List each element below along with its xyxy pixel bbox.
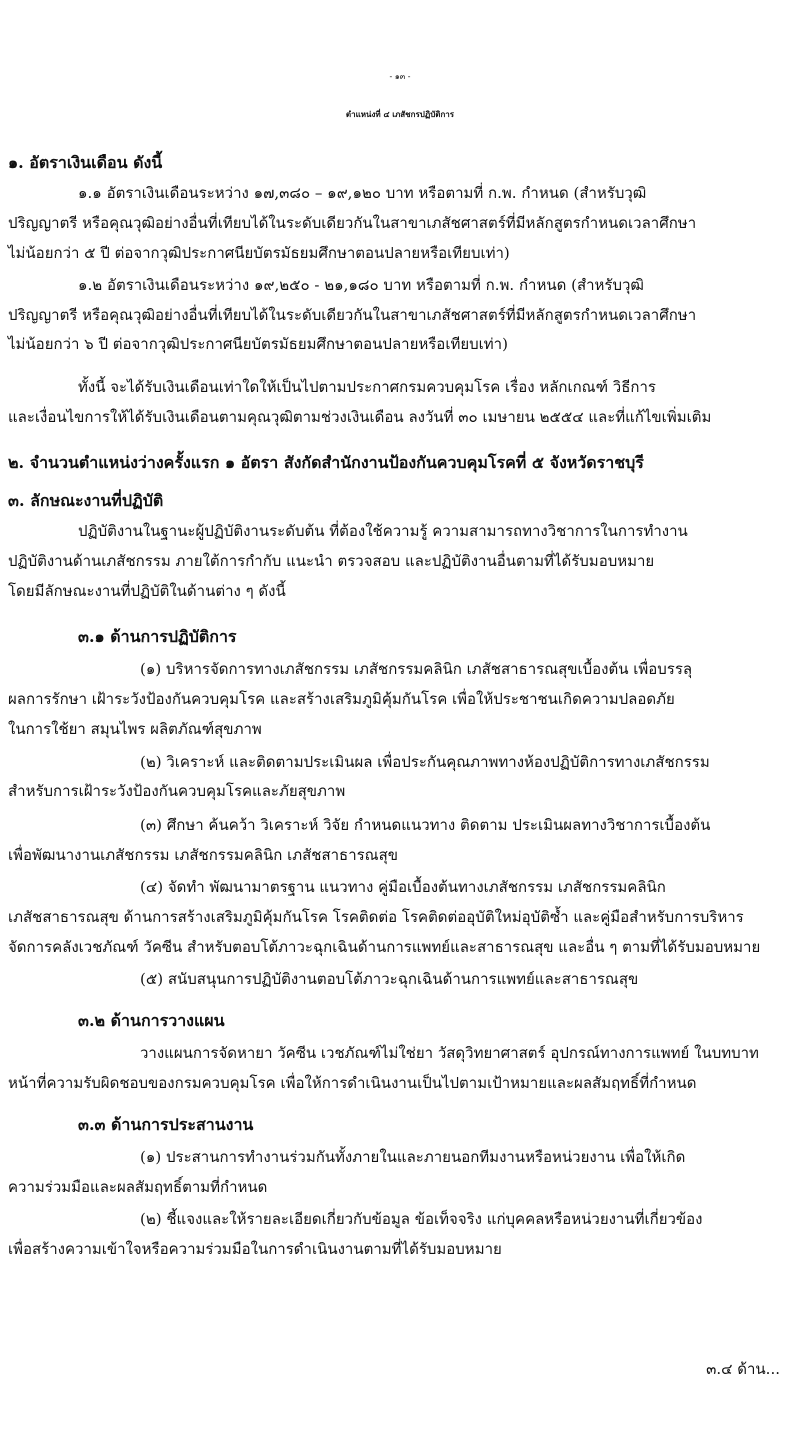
section-1-1-line: ปริญญาตรี หรือคุณวุฒิอย่างอื่นที่เทียบได้ในระดับเดียวกันในสาขาเภสัชศาสตร์ที่มีหลักสูตรกำหนดเวลาศึกษา (8, 214, 697, 232)
section-3-1-p3-line: (๓) ศึกษา ค้นคว้า วิเคราะห์ วิจัย กำหนดแนวทาง ติดตาม ประเมินผลทางวิชาการเบื้องต้น (140, 816, 711, 834)
section-3-1-p1-line: ในการใช้ยา สมุนไพร ผลิตภัณฑ์สุขภาพ (8, 720, 262, 738)
section-3-heading: ๓. ลักษณะงานที่ปฏิบัติ (8, 491, 164, 510)
section-1-note-line: และเงื่อนไขการให้ได้รับเงินเดือนตามคุณวุฒิตามช่วงเงินเดือน ลงวันที่ ๓๐ เมษายน ๒๕๕๔ และที่แก้ไขเพิ่มเติม (8, 408, 712, 426)
section-3-1-p1-line: ผลการรักษา เฝ้าระวังป้องกันควบคุมโรค และสร้างเสริมภูมิคุ้มกันโรค เพื่อให้ประชาชนเกิดความปลอดภัย (8, 690, 675, 708)
section-1-heading: ๑. อัตราเงินเดือน ดังนี้ (8, 153, 163, 172)
section-3-1-p5-line: (๕) สนับสนุนการปฏิบัติงานตอบโต้ภาวะฉุกเฉินด้านการแพทย์และสาธารณสุข (140, 970, 639, 988)
section-3-3-p1-line: (๑) ประสานการทำงานร่วมกันทั้งภายในและภายนอกทีมงานหรือหน่วยงาน เพื่อให้เกิด (140, 1148, 686, 1166)
section-3-intro-line: โดยมีลักษณะงานที่ปฏิบัติในด้านต่าง ๆ ดังนี้ (8, 582, 286, 600)
page-number: - ๑๓ - (389, 72, 411, 81)
section-3-1-p3-line: เพื่อพัฒนางานเภสัชกรรม เภสัชกรรมคลินิก เภสัชสาธารณสุข (8, 846, 398, 864)
section-1-2-line: ๑.๒ อัตราเงินเดือนระหว่าง ๑๙,๒๕๐ - ๒๑,๑๘๐ บาท หรือตามที่ ก.พ. กำหนด (สำหรับวุฒิ (78, 276, 644, 294)
section-3-1-p4-line: จัดการคลังเวชภัณฑ์ วัคซีน สำหรับตอบโต้ภาวะฉุกเฉินด้านการแพทย์และสาธารณสุข และอื่น ๆ ตามที่ได้รับมอบหมาย (8, 938, 761, 956)
section-2-heading: ๒. จำนวนตำแหน่งว่างครั้งแรก ๑ อัตรา สังกัดสำนักงานป้องกันควบคุมโรคที่ ๕ จังหวัดราชบุรี (8, 453, 644, 472)
section-1-note-line: ทั้งนี้ จะได้รับเงินเดือนเท่าใดให้เป็นไปตามประกาศกรมควบคุมโรค เรื่อง หลักเกณฑ์ วิธีการ (78, 378, 656, 396)
page-title: ตำแหน่งที่ ๔ เภสัชกรปฏิบัติการ (345, 109, 455, 119)
section-3-2-line: หน้าที่ความรับผิดชอบของกรมควบคุมโรค เพื่อให้การดำเนินงานเป็นไปตามเป้าหมายและผลสัมฤทธิ์ที่กำหนด (8, 1074, 697, 1092)
continuation-note: ๓.๔ ด้าน... (706, 1360, 780, 1378)
section-3-2-heading: ๓.๒ ด้านการวางแผน (78, 1011, 225, 1030)
section-3-3-p1-line: ความร่วมมือและผลสัมฤทธิ์ตามที่กำหนด (8, 1178, 268, 1196)
section-3-3-p2-line: เพื่อสร้างความเข้าใจหรือความร่วมมือในการดำเนินงานตามที่ได้รับมอบหมาย (8, 1240, 502, 1258)
section-3-intro-line: ปฏิบัติงานในฐานะผู้ปฏิบัติงานระดับต้น ที่ต้องใช้ความรู้ ความสามารถทางวิชาการในการทำงาน (78, 522, 688, 540)
section-1-1-line: ๑.๑ อัตราเงินเดือนระหว่าง ๑๗,๓๘๐ – ๑๙,๑๒๐ บาท หรือตามที่ ก.พ. กำหนด (สำหรับวุฒิ (78, 184, 647, 202)
section-3-1-p4-line: เภสัชสาธารณสุข ด้านการสร้างเสริมภูมิคุ้มกันโรค โรคติดต่อ โรคติดต่ออุบัติใหม่อุบัติซ้ำ และคู่มือสำหรับการบริหาร (8, 908, 744, 926)
section-1-2-line: ปริญญาตรี หรือคุณวุฒิอย่างอื่นที่เทียบได้ในระดับเดียวกันในสาขาเภสัชศาสตร์ที่มีหลักสูตรกำหนดเวลาศึกษา (8, 306, 697, 324)
section-1-1-line: ไม่น้อยกว่า ๕ ปี ต่อจากวุฒิประกาศนียบัตรมัธยมศึกษาตอนปลายหรือเทียบเท่า) (8, 244, 510, 262)
section-3-intro-line: ปฏิบัติงานด้านเภสัชกรรม ภายใต้การกำกับ แนะนำ ตรวจสอบ และปฏิบัติงานอื่นตามที่ได้รับมอบหมาย (8, 552, 655, 570)
section-1-2-line: ไม่น้อยกว่า ๖ ปี ต่อจากวุฒิประกาศนียบัตรมัธยมศึกษาตอนปลายหรือเทียบเท่า) (8, 335, 508, 353)
section-3-1-p1-line: (๑) บริหารจัดการทางเภสัชกรรม เภสัชกรรมคลินิก เภสัชสาธารณสุขเบื้องต้น เพื่อบรรลุ (140, 660, 693, 678)
section-3-1-heading: ๓.๑ ด้านการปฏิบัติการ (78, 627, 237, 646)
section-3-2-line: วางแผนการจัดหายา วัคซีน เวชภัณฑ์ไม่ใช่ยา วัสดุวิทยาศาสตร์ อุปกรณ์ทางการแพทย์ ในบทบาท (140, 1044, 759, 1062)
section-3-3-heading: ๓.๓ ด้านการประสานงาน (78, 1115, 254, 1134)
section-3-3-p2-line: (๒) ชี้แจงและให้รายละเอียดเกี่ยวกับข้อมูล ข้อเท็จจริง แก่บุคคลหรือหน่วยงานที่เกี่ยวข้อง (140, 1210, 703, 1228)
section-3-1-p2-line: สำหรับการเฝ้าระวังป้องกันควบคุมโรคและภัยสุขภาพ (8, 782, 346, 800)
section-3-1-p4-line: (๔) จัดทำ พัฒนามาตรฐาน แนวทาง คู่มือเบื้องต้นทางเภสัชกรรม เภสัชกรรมคลินิก (140, 878, 666, 896)
section-3-1-p2-line: (๒) วิเคราะห์ และติดตามประเมินผล เพื่อประกันคุณภาพทางห้องปฏิบัติการทางเภสัชกรรม (140, 753, 710, 771)
